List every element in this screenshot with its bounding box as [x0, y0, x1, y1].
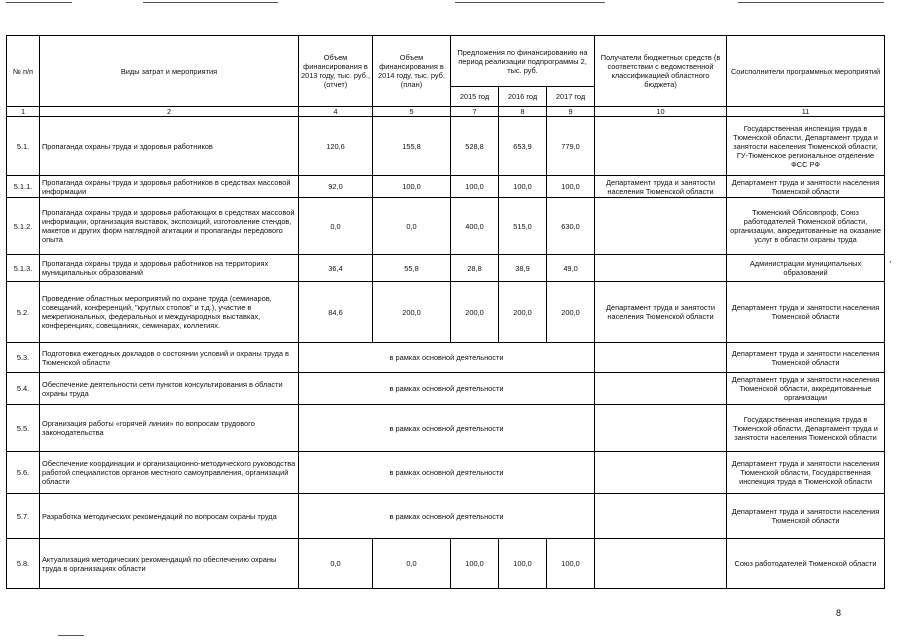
- row-value-2016: 38,9: [499, 255, 547, 282]
- table-row: [7, 343, 885, 373]
- row-value-2017: 49,0: [547, 255, 595, 282]
- row-value-2014: 0,0: [373, 539, 451, 589]
- row-name: Пропаганда охраны труда и здоровья работников на территориях муниципальных образований: [40, 255, 299, 282]
- row-value-2017: 779,0: [547, 117, 595, 176]
- row-value-2017: 100,0: [547, 176, 595, 198]
- header-col-2014: Объем финансирования в 2014 году, тыс. руб. (план): [373, 36, 451, 107]
- row-value-2014: 0,0: [373, 198, 451, 255]
- financing-table: [6, 35, 885, 589]
- column-number: 7: [451, 107, 499, 117]
- row-name: Разработка методических рекомендаций по вопросам охраны труда: [40, 494, 299, 539]
- row-recipient: [595, 494, 727, 539]
- row-coexec: Департамент труда и занятости населения Тюменской области: [727, 494, 885, 539]
- row-coexec: Департамент труда и занятости населения Тюменской области: [727, 282, 885, 343]
- row-coexec: Государственная инспекция труда в Тюменской области, Департамент труда и занятости населения Тюменской области: [727, 405, 885, 452]
- row-value-2017: 630,0: [547, 198, 595, 255]
- row-name: Проведение областных мероприятий по охране труда (семинаров, совещаний, конференций, "круглых столов" и т.д.), участие в межрегиональных, федеральных и международных выставках, конференциях, совещаниях, семинарах, коллегиях.: [40, 282, 299, 343]
- row-coexec: Департамент труда и занятости населения Тюменской области: [727, 176, 885, 198]
- row-recipient: [595, 117, 727, 176]
- row-coexec: Администрации муниципальных образований: [727, 255, 885, 282]
- row-recipient: [595, 255, 727, 282]
- table-row: [7, 282, 885, 343]
- table-row: [7, 255, 885, 282]
- row-num: 5.6.: [7, 452, 40, 494]
- row-value-2017: 100,0: [547, 539, 595, 589]
- row-value-2016: 653,9: [499, 117, 547, 176]
- row-merged-note: в рамках основной деятельности: [299, 405, 595, 452]
- row-recipient: [595, 452, 727, 494]
- row-value-2013: 120,6: [299, 117, 373, 176]
- row-value-2015: 100,0: [451, 176, 499, 198]
- row-num: 5.1.2.: [7, 198, 40, 255]
- row-coexec: Тюменский Облсовпроф, Союз работодателей Тюменской области, организации, аккредитованные на оказание услуг в области охраны труда: [727, 198, 885, 255]
- row-name: Обеспечение координации и организационно-методического руководства работой специалистов органов местного самоуправления, организаций области: [40, 452, 299, 494]
- row-num: 5.8.: [7, 539, 40, 589]
- row-num: 5.4.: [7, 373, 40, 405]
- header-col-proposals: Предложения по финансированию на период реализации подпрограммы 2, тыс. руб.: [451, 36, 595, 87]
- table-row: [7, 452, 885, 494]
- row-num: 5.2.: [7, 282, 40, 343]
- header-col-2016: 2016 год: [499, 87, 547, 107]
- row-value-2016: 100,0: [499, 176, 547, 198]
- row-value-2014: 155,8: [373, 117, 451, 176]
- row-value-2013: 84,6: [299, 282, 373, 343]
- row-value-2014: 100,0: [373, 176, 451, 198]
- row-name: Пропаганда охраны труда и здоровья работников: [40, 117, 299, 176]
- row-recipient: [595, 198, 727, 255]
- column-number: 8: [499, 107, 547, 117]
- row-value-2014: 200,0: [373, 282, 451, 343]
- row-value-2013: 36,4: [299, 255, 373, 282]
- column-number: 5: [373, 107, 451, 117]
- row-coexec: Союз работодателей Тюменской области: [727, 539, 885, 589]
- row-name: Подготовка ежегодных докладов о состоянии условий и охраны труда в Тюменской области: [40, 343, 299, 373]
- row-value-2016: 515,0: [499, 198, 547, 255]
- table-row: [7, 117, 885, 176]
- bottom-rule: [58, 635, 84, 636]
- row-value-2014: 55,8: [373, 255, 451, 282]
- row-num: 5.1.1.: [7, 176, 40, 198]
- row-name: Организация работы «горячей линии» по вопросам трудового законодательства: [40, 405, 299, 452]
- row-coexec: Департамент труда и занятости населения Тюменской области, Государственная инспекция труда в Тюменской области: [727, 452, 885, 494]
- column-number: 9: [547, 107, 595, 117]
- row-num: 5.1.: [7, 117, 40, 176]
- row-coexec: Департамент труда и занятости населения Тюменской области: [727, 343, 885, 373]
- header-col-num: № п/п: [7, 36, 40, 107]
- row-num: 5.1.3.: [7, 255, 40, 282]
- row-value-2016: 100,0: [499, 539, 547, 589]
- column-number: 1: [7, 107, 40, 117]
- row-merged-note: в рамках основной деятельности: [299, 373, 595, 405]
- top-rule-center-1: [143, 2, 278, 3]
- page-number: 8: [836, 608, 842, 618]
- table-row: [7, 198, 885, 255]
- top-rule-center-2: [455, 2, 605, 3]
- row-recipient: [595, 373, 727, 405]
- top-rule-right: [738, 2, 884, 3]
- header-col-2017: 2017 год: [547, 87, 595, 107]
- row-value-2015: 100,0: [451, 539, 499, 589]
- row-value-2015: 200,0: [451, 282, 499, 343]
- table-row: [7, 405, 885, 452]
- table-row: [7, 539, 885, 589]
- row-recipient: [595, 539, 727, 589]
- row-value-2015: 28,8: [451, 255, 499, 282]
- table-row: [7, 373, 885, 405]
- header-col-recipients: Получатели бюджетных средств (в соответствии с ведомственной классификацией областного бюджета): [595, 36, 727, 107]
- row-recipient: [595, 343, 727, 373]
- row-name: Пропаганда охраны труда и здоровья работающих в средствах массовой информации, организация выставок, экспозиций, изготовление стендов, макетов и других форм наглядной агитации и пропаганды передового опыта: [40, 198, 299, 255]
- header-col-coexec: Соисполнители программных мероприятий: [727, 36, 885, 107]
- row-value-2013: 0,0: [299, 198, 373, 255]
- row-recipient: Департамент труда и занятости населения Тюменской области: [595, 282, 727, 343]
- row-num: 5.5.: [7, 405, 40, 452]
- row-coexec: Департамент труда и занятости населения Тюменской области, аккредитованные организации: [727, 373, 885, 405]
- row-merged-note: в рамках основной деятельности: [299, 494, 595, 539]
- row-value-2017: 200,0: [547, 282, 595, 343]
- header-row-1: [7, 36, 885, 87]
- column-numbers-row: [7, 107, 885, 117]
- row-merged-note: в рамках основной деятельности: [299, 452, 595, 494]
- column-number: 10: [595, 107, 727, 117]
- row-name: Обеспечение деятельности сети пунктов консультирования в области охраны труда: [40, 373, 299, 405]
- header-col-types: Виды затрат и мероприятия: [40, 36, 299, 107]
- row-recipient: [595, 405, 727, 452]
- table-row: [7, 176, 885, 198]
- column-number: 4: [299, 107, 373, 117]
- column-number: 11: [727, 107, 885, 117]
- margin-mark: ,: [889, 254, 892, 264]
- row-num: 5.3.: [7, 343, 40, 373]
- row-recipient: Департамент труда и занятости населения Тюменской области: [595, 176, 727, 198]
- row-value-2016: 200,0: [499, 282, 547, 343]
- table-row: [7, 494, 885, 539]
- row-name: Пропаганда охраны труда и здоровья работников в средствах массовой информации: [40, 176, 299, 198]
- row-value-2013: 0,0: [299, 539, 373, 589]
- row-num: 5.7.: [7, 494, 40, 539]
- row-value-2013: 92,0: [299, 176, 373, 198]
- row-value-2015: 400,0: [451, 198, 499, 255]
- row-coexec: Государственная инспекция труда в Тюменской области, Департамент труда и занятости населения Тюменской области, ГУ-Тюменское региональное отделение ФСС РФ: [727, 117, 885, 176]
- header-col-2013: Объем финансирования в 2013 году, тыс. руб., (отчет): [299, 36, 373, 107]
- top-rule-left: [6, 2, 72, 3]
- header-col-2015: 2015 год: [451, 87, 499, 107]
- row-name: Актуализация методических рекомендаций по обеспечению охраны труда в организациях области: [40, 539, 299, 589]
- row-value-2015: 528,8: [451, 117, 499, 176]
- row-merged-note: в рамках основной деятельности: [299, 343, 595, 373]
- column-number: 2: [40, 107, 299, 117]
